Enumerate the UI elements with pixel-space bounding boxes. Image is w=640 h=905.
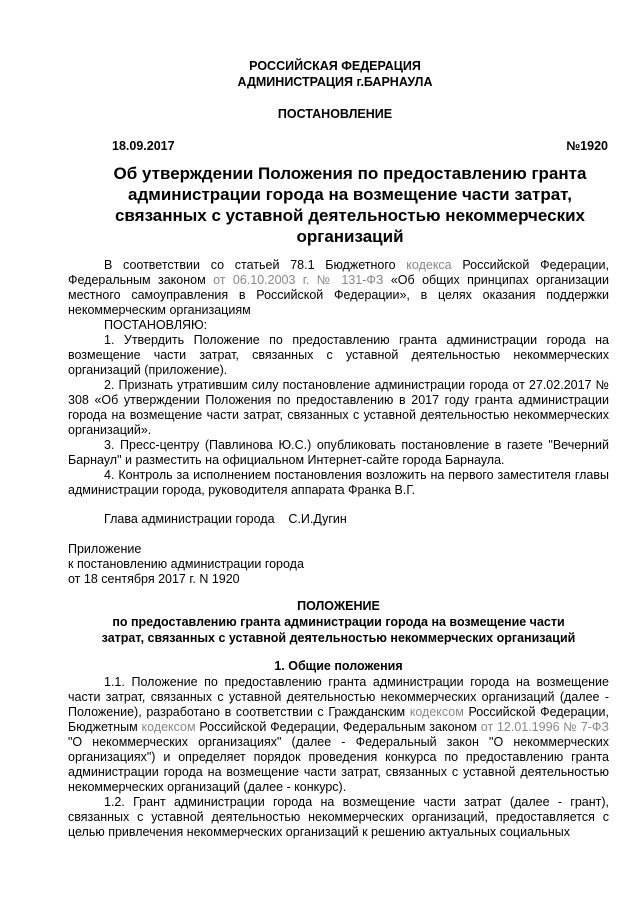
- document-title-line-4: организаций: [296, 227, 404, 246]
- document-date: 18.09.2017: [112, 139, 175, 153]
- budget-code-link-2[interactable]: кодексом: [141, 720, 196, 734]
- civil-code-link[interactable]: кодексом: [409, 705, 464, 719]
- document-title-line-3: связанных с уставной деятельностью некоммерческих: [114, 206, 586, 225]
- resolution-item-4: 4. Контроль за исполнением постановления возложить на первого заместителя главы администрации города, руководителя аппарата Франка В.Г.: [68, 468, 609, 497]
- resolution-item-2: 2. Признать утратившим силу постановление администрации города от 27.02.2017 № 308 «Об утверждении Положения по предоставлению в 2017 году гранта администрации города на возмещение части затрат, связанных с уставной деятельностью некоммерческих организаций».: [68, 378, 609, 437]
- federal-law-7-link[interactable]: от 12.01.1996 № 7-ФЗ: [480, 720, 609, 734]
- section-1-title: 1. Общие положения: [274, 659, 403, 673]
- section-1-body: [68, 675, 609, 840]
- resolution-body: [68, 258, 609, 498]
- budget-code-link[interactable]: кодекса: [406, 258, 452, 272]
- clause-1-2: 1.2. Грант администрации города на возмещение части затрат (далее - грант), связанных с уставной деятельностью некоммерческих организаций, предоставляется с целью привлечения некоммерческих организаций к решению актуальных социальных: [68, 795, 609, 839]
- document-title-line-2: администрации города на возмещение части затрат,: [128, 185, 572, 204]
- preamble: В соответствии со статьей 78.1 Бюджетного кодекса Российской Федерации, Федеральным законом от 06.10.2003 г. № 131-ФЗ «Об общих принципах организации местного самоуправления в Российской Федерации», в целях оказания поддержки некоммерческим организациям: [68, 258, 610, 317]
- document-number: №1920: [566, 139, 608, 153]
- resolution-item-3: 3. Пресс-центру (Павлинова Ю.С.) опубликовать постановление в газете "Вечерний Барнаул" и разместить на официальном Интернет-сайте города Барнаула.: [68, 438, 609, 467]
- resolve-word: ПОСТАНОВЛЯЮ:: [104, 318, 208, 332]
- regulation-title: ПОЛОЖЕНИЕ: [297, 599, 380, 613]
- regulation-subtitle-2: затрат, связанных с уставной деятельностью некоммерческих организаций: [101, 631, 576, 645]
- document-title-line-1: Об утверждении Положения по предоставлению гранта: [113, 164, 587, 183]
- header-administration: АДМИНИСТРАЦИЯ г.БАРНАУЛА: [237, 75, 433, 89]
- document-type: ПОСТАНОВЛЕНИЕ: [277, 107, 393, 121]
- signature: Глава администрации города С.И.Дугин: [104, 512, 347, 526]
- clause-1-1: 1.1. Положение по предоставлению гранта администрации города на возмещение части затрат, связанных с уставной деятельностью некоммерческих организаций (далее - Положение), разработано в соответствии с Гражданским кодексом Российской Федерации, Бюджетным кодексом Российской Федерации, Федеральным законом от 12.01.1996 № 7-ФЗ "О некоммерческих организациях" (далее - Федеральный закон "О некоммерческих организациях") и определяет порядок проведения конкурса по предоставлению гранта администрации города на возмещение части затрат, связанных с уставной деятельностью некоммерческих организаций (далее - конкурс).: [68, 675, 609, 794]
- federal-law-131-link[interactable]: от 06.10.2003 г. № 131-ФЗ: [213, 273, 384, 287]
- appendix-note: Приложение к постановлению администрации города от 18 сентября 2017 г. N 1920: [68, 542, 304, 586]
- regulation-subtitle-1: по предоставлению гранта администрации города на возмещение части: [112, 615, 565, 629]
- header-country: РОССИЙСКАЯ ФЕДЕРАЦИЯ: [249, 59, 421, 73]
- resolution-item-1: 1. Утвердить Положение по предоставлению гранта администрации города на возмещение части затрат, связанных с уставной деятельностью некоммерческих организаций (приложение).: [68, 333, 609, 377]
